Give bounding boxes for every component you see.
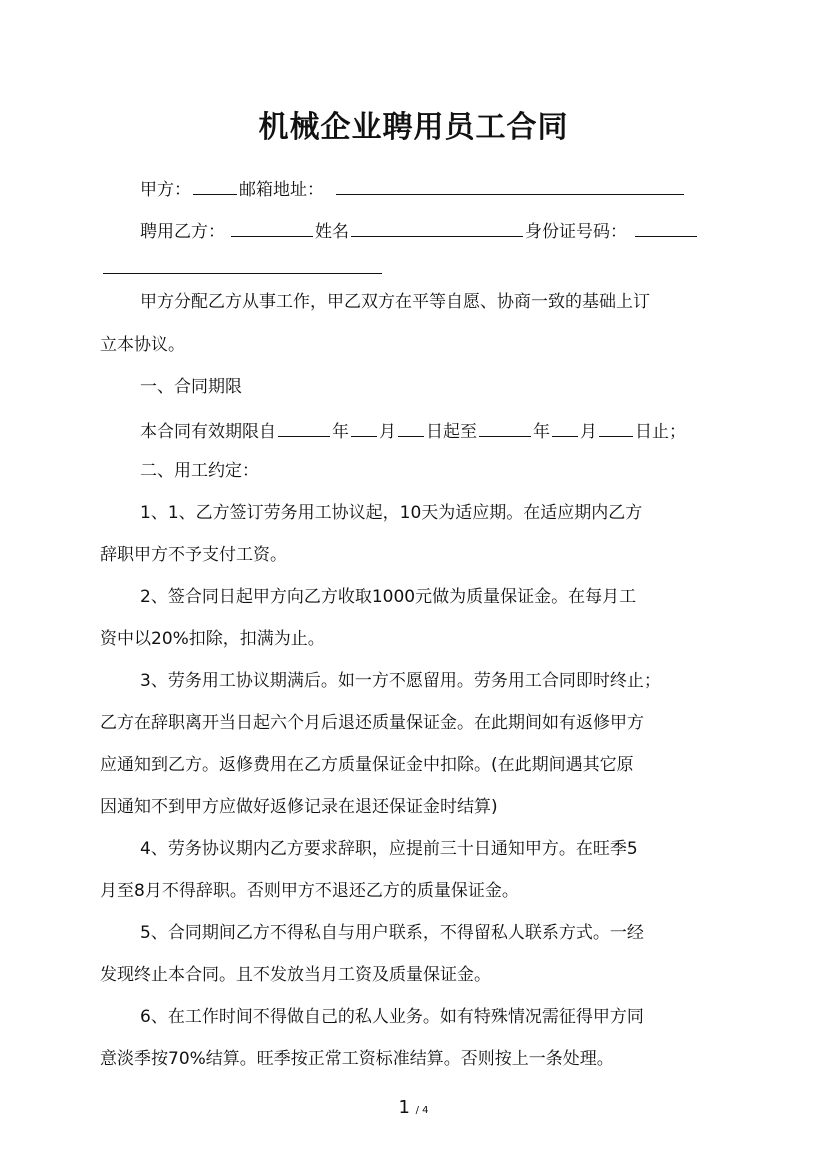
clause-line: 乙方在辞职离开当日起六个月后退还质量保证金。在此期间如有返修甲方 — [100, 713, 644, 733]
party-a-blank — [193, 176, 237, 195]
clause-line: 6、在工作时间不得做自己的私人业务。如有特殊情况需征得甲方同 — [140, 1007, 644, 1027]
clause-line: 应通知到乙方。返修费用在乙方质量保证金中扣除。(在此期间遇其它原 — [100, 755, 634, 775]
clause-line: 3、劳务用工协议期满后。如一方不愿留用。劳务用工合同即时终止； — [140, 671, 661, 691]
page-footer — [0, 1097, 827, 1118]
page-total: / 4 — [415, 1105, 429, 1116]
id-blank-continued — [103, 273, 382, 274]
party-b-line — [140, 218, 724, 242]
clause-line: 2、签合同日起甲方向乙方收取1000元做为质量保证金。在每月工 — [140, 587, 637, 607]
paragraph-line: 甲方分配乙方从事工作，甲乙双方在平等自愿、协商一致的基础上订 — [140, 292, 650, 312]
section-heading: 二、用工约定： — [140, 461, 259, 481]
day-end-label: 日止； — [635, 422, 686, 442]
email-label: 邮箱地址： — [239, 180, 324, 200]
party-b-label: 聘用乙方： — [140, 222, 225, 242]
party-a-line — [140, 176, 720, 200]
email-blank — [336, 176, 684, 195]
name-label: 姓名 — [315, 222, 349, 242]
start-day-blank — [398, 418, 424, 437]
document-title: 机械企业聘用员工合同 — [258, 110, 569, 145]
clause-line: 资中以20%扣除，扣满为止。 — [100, 629, 325, 649]
end-year-blank — [479, 418, 531, 437]
section-heading: 一、合同期限 — [140, 377, 242, 397]
clause-line: 5、合同期间乙方不得私自与用户联系，不得留私人联系方式。一经 — [140, 923, 644, 943]
term-prefix: 本合同有效期限自 — [140, 422, 276, 442]
paragraph-line: 立本协议。 — [100, 335, 185, 355]
name-blank — [351, 218, 523, 237]
term-line — [140, 418, 720, 442]
year-label: 年 — [332, 422, 349, 442]
start-year-blank — [278, 418, 330, 437]
month-label: 月 — [379, 422, 396, 442]
party-a-label: 甲方： — [140, 180, 191, 200]
id-blank — [635, 218, 697, 237]
party-b-blank — [231, 218, 313, 237]
end-day-blank — [599, 418, 633, 437]
clause-line: 1、1、乙方签订劳务用工协议起，10天为适应期。在适应期内乙方 — [140, 503, 643, 523]
page-number: 1 — [398, 1097, 410, 1118]
clause-line: 4、劳务协议期内乙方要求辞职，应提前三十日通知甲方。在旺季5 — [140, 839, 638, 859]
month-label: 月 — [580, 422, 597, 442]
end-month-blank — [552, 418, 578, 437]
start-month-blank — [351, 418, 377, 437]
day-from-label: 日起至 — [426, 422, 477, 442]
clause-line: 发现终止本合同。且不发放当月工资及质量保证金。 — [100, 965, 491, 985]
clause-line: 辞职甲方不予支付工资。 — [100, 545, 287, 565]
clause-line: 月至8月不得辞职。否则甲方不退还乙方的质量保证金。 — [100, 881, 519, 901]
id-label: 身份证号码： — [525, 222, 627, 242]
clause-line: 意淡季按70%结算。旺季按正常工资标准结算。否则按上一条处理。 — [100, 1049, 614, 1069]
year-label: 年 — [533, 422, 550, 442]
clause-line: 因通知不到甲方应做好返修记录在退还保证金时结算) — [100, 797, 498, 817]
